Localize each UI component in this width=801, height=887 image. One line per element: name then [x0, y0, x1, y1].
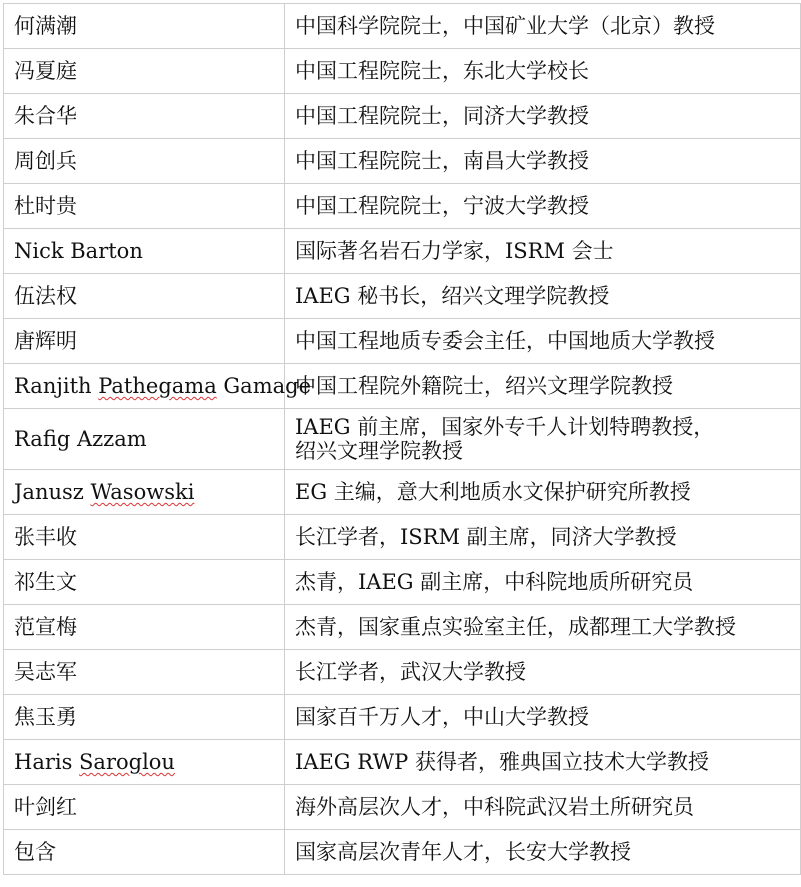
expert-name-part-spellcheck: Wasowski — [90, 480, 195, 504]
table-row — [4, 274, 801, 319]
expert-name: 祁生文 — [4, 560, 285, 605]
expert-name — [4, 364, 311, 409]
expert-name: 包含 — [4, 830, 285, 875]
table-row — [4, 139, 801, 184]
table-row — [4, 740, 801, 785]
table-row — [4, 650, 801, 695]
expert-name — [4, 740, 285, 785]
table-row — [4, 470, 801, 515]
expert-title: 长江学者，ISRM 副主席，同济大学教授 — [285, 515, 801, 560]
table-row — [4, 409, 801, 470]
expert-name-part-spellcheck: Pathegama — [98, 374, 217, 398]
table-row — [4, 785, 801, 830]
expert-title: 中国工程院外籍院士，绍兴文理学院教授 — [285, 364, 801, 409]
expert-title: 杰青，国家重点实验室主任，成都理工大学教授 — [285, 605, 801, 650]
expert-title-line: IAEG 前主席，国家外专千人计划特聘教授， — [295, 415, 715, 439]
expert-title: 杰青，IAEG 副主席，中科院地质所研究员 — [285, 560, 801, 605]
expert-name: 吴志军 — [4, 650, 285, 695]
expert-name: 范宣梅 — [4, 605, 285, 650]
expert-title: 中国科学院院士，中国矿业大学（北京）教授 — [285, 4, 801, 49]
table-row — [4, 229, 801, 274]
expert-name: 周创兵 — [4, 139, 285, 184]
table-row — [4, 49, 801, 94]
table-row — [4, 184, 801, 229]
table-row — [4, 319, 801, 364]
table-row — [4, 94, 801, 139]
expert-name: 伍法权 — [4, 274, 285, 319]
expert-name: 张丰收 — [4, 515, 285, 560]
expert-name — [4, 470, 285, 515]
expert-name: 叶剑红 — [4, 785, 285, 830]
expert-title: 中国工程院院士，同济大学教授 — [285, 94, 801, 139]
expert-title: 中国工程院院士，东北大学校长 — [285, 49, 801, 94]
expert-title: EG 主编，意大利地质水文保护研究所教授 — [285, 470, 801, 515]
expert-title: 中国工程院院士，宁波大学教授 — [285, 184, 801, 229]
expert-title: IAEG RWP 获得者，雅典国立技术大学教授 — [285, 740, 801, 785]
table-row — [4, 4, 801, 49]
expert-title: 中国工程地质专委会主任，中国地质大学教授 — [285, 319, 801, 364]
expert-name: 焦玉勇 — [4, 695, 285, 740]
expert-name: 何满潮 — [4, 4, 285, 49]
expert-title: 国际著名岩石力学家，ISRM 会士 — [285, 229, 801, 274]
table-row — [4, 364, 801, 409]
experts-table — [3, 3, 801, 875]
expert-title: 国家百千万人才，中山大学教授 — [285, 695, 801, 740]
expert-name: 唐辉明 — [4, 319, 285, 364]
expert-name-part: Haris — [14, 750, 80, 774]
table-row — [4, 830, 801, 875]
expert-title: IAEG 秘书长，绍兴文理学院教授 — [285, 274, 801, 319]
expert-title — [285, 409, 801, 470]
expert-name: 朱合华 — [4, 94, 285, 139]
expert-name: Rafig Azzam — [4, 409, 285, 470]
expert-title-line: 绍兴文理学院教授 — [295, 439, 463, 463]
expert-name-part: Ranjith — [14, 374, 99, 398]
expert-name-part: Janusz — [14, 480, 91, 504]
expert-title: 长江学者，武汉大学教授 — [285, 650, 801, 695]
table-row — [4, 605, 801, 650]
expert-name: Nick Barton — [4, 229, 285, 274]
table-row — [4, 695, 801, 740]
table-row — [4, 560, 801, 605]
expert-name: 杜时贵 — [4, 184, 285, 229]
expert-title: 中国工程院院士，南昌大学教授 — [285, 139, 801, 184]
expert-name-part: Gamage — [216, 374, 311, 398]
table-row — [4, 515, 801, 560]
expert-name: 冯夏庭 — [4, 49, 285, 94]
expert-title: 国家高层次青年人才，长安大学教授 — [285, 830, 801, 875]
expert-title: 海外高层次人才，中科院武汉岩土所研究员 — [285, 785, 801, 830]
expert-name-part-spellcheck: Saroglou — [79, 750, 175, 774]
